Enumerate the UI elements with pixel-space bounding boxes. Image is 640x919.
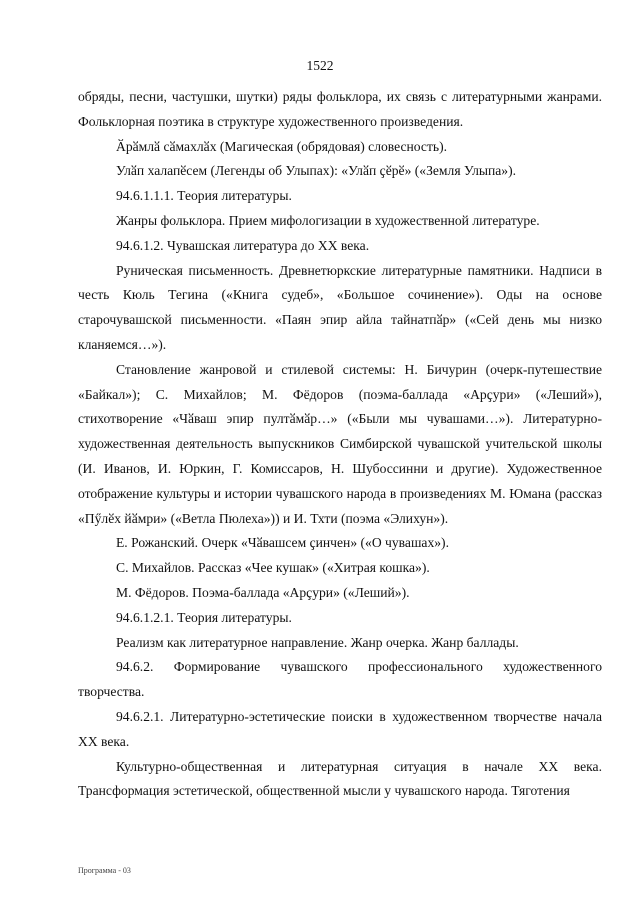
paragraph-cultural-situation: Культурно-общественная и литературная ситуация в начале XX века. Трансформация эстетической, общественной мысли у чувашского народа. Тяготения xyxy=(78,758,602,799)
paragraph-magic-verbal: Ӑрӑмлӑ сӑмахлӑх (Магическая (обрядовая) словесность). xyxy=(116,138,448,154)
paragraph-fedorov: М. Фёдоров. Поэма-баллада «Арҫури» («Леший»). xyxy=(116,584,410,600)
heading-professional-art-formation: 94.6.2. Формирование чувашского профессионального художественного творчества. xyxy=(78,659,602,700)
paragraph-runic-writing: Руническая письменность. Древнетюркские литературные памятники. Надписи в честь Кюль Тегина («Книга судеб», «Большое сочинение»). Оды на основе старочувашской письменности. «Паян эпир айла тайнатпӑр» («Сей день мы низко кланяемся…»). xyxy=(78,262,602,352)
paragraph-mikhailov: С. Михайлов. Рассказ «Чее кушак» («Хитрая кошка»). xyxy=(116,560,430,576)
heading-literary-theory-1: 94.6.1.1.1. Теория литературы. xyxy=(116,188,292,204)
paragraph-rozhansky: Е. Рожанский. Очерк «Чӑвашсем ҫинчен» («О чувашах»). xyxy=(116,535,449,551)
page-footer: Программа - 03 xyxy=(78,866,131,875)
heading-literary-aesthetic-search: 94.6.2.1. Литературно-эстетические поиски в художественном творчестве начала XX века. xyxy=(78,708,602,749)
paragraph-genre-style-system: Становление жанровой и стилевой системы: Н. Бичурин (очерк-путешествие «Байкал»); С. Михайлов; М. Фёдоров (поэма-баллада «Арҫури» («Леший»), стихотворение «Чӑваш эпир пултӑмӑр…» («Были мы чувашами…»). Литературно-художественная деятельность выпускников Симбирской чувашской учительской школы (И. Иванов, И. Юркин, Г. Комиссаров, Н. Шубоссинни и другие). Художественное отображение культуры и истории чувашского народа в произведениях М. Юмана (рассказ «Пӳлӗх йӑмри» («Ветла Пюлеха»)) и И. Тхти (поэма «Элихун»). xyxy=(78,361,602,526)
paragraph-folklore-genres-myth: Жанры фольклора. Прием мифологизации в художественной литературе. xyxy=(116,212,540,228)
paragraph-ulyp-legends: Улӑп халапӗсем (Легенды об Улыпах): «Улӑп ҫӗрӗ» («Земля Улыпа»). xyxy=(116,163,517,179)
document-body xyxy=(78,85,602,804)
heading-literary-theory-2: 94.6.1.2.1. Теория литературы. xyxy=(116,609,292,625)
paragraph-folklore-genres: обряды, песни, частушки, шутки) ряды фольклора, их связь с литературными жанрами. Фольклорная поэтика в структуре художественного произведения. xyxy=(78,89,602,129)
heading-chuvash-literature-before-xx: 94.6.1.2. Чувашская литература до XX века. xyxy=(116,237,370,253)
page-number: 1522 xyxy=(306,58,334,73)
paragraph-realism: Реализм как литературное направление. Жанр очерка. Жанр баллады. xyxy=(116,634,519,650)
